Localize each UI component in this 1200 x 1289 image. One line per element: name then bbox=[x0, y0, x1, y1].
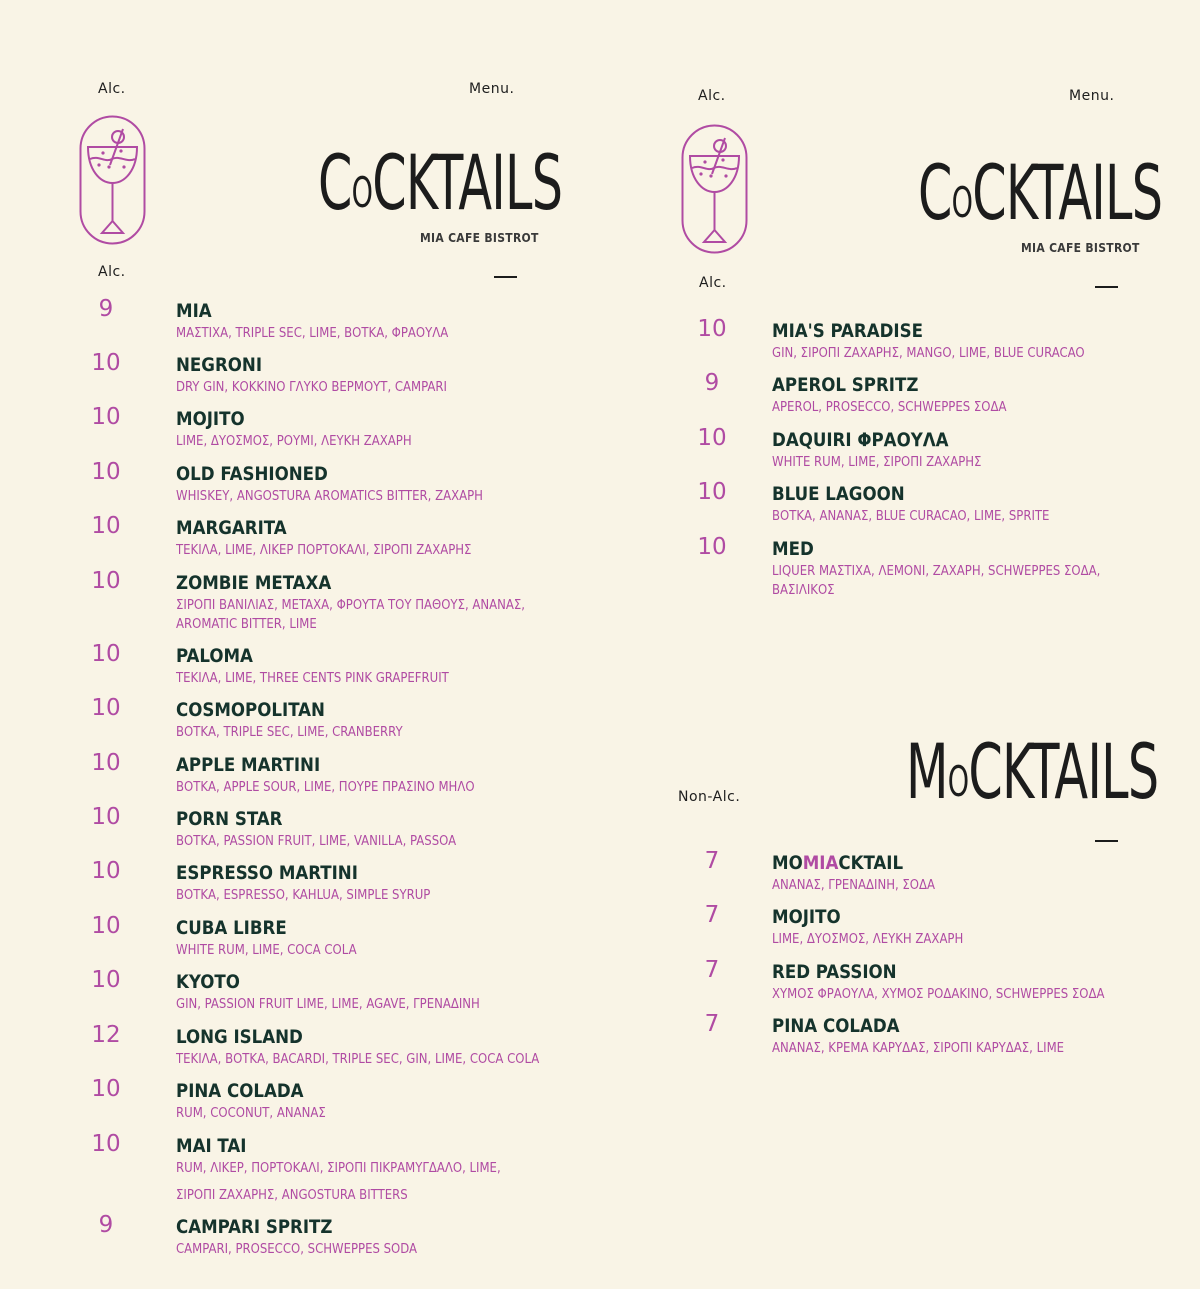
item-ingredients: ΤΕΚΙΛΑ, ΒΟΤΚΑ, BACARDI, TRIPLE SEC, GIN, LIME, COCA COLA bbox=[176, 1052, 540, 1067]
menu-label: Menu. bbox=[469, 81, 515, 97]
list-item bbox=[176, 355, 556, 397]
item-price: 10 bbox=[91, 459, 121, 485]
item-ingredients: ΜΑΣΤΙΧΑ, TRIPLE SEC, LIME, ΒΟΤΚΑ, ΦΡΑΟΥΛΑ bbox=[176, 326, 449, 341]
item-name: CUBA LIBRE bbox=[176, 918, 287, 939]
list-item bbox=[176, 755, 556, 797]
list-item bbox=[176, 301, 556, 343]
item-ingredients: LIQUER ΜΑΣΤΙΧΑ, ΛΕΜΟΝΙ, ΖΑΧΑΡΗ, SCHWEPPES ΣΟΔΑ, ΒΑΣΙΛΙΚΟΣ bbox=[772, 564, 1101, 598]
item-name: DAQUIRI ΦΡΑΟΥΛΑ bbox=[772, 430, 949, 451]
item-price: 7 bbox=[704, 957, 720, 983]
item-ingredients: CAMPARI, PROSECCO, SCHWEPPES SODA bbox=[176, 1242, 418, 1257]
item-price: 10 bbox=[91, 1131, 121, 1157]
item-price: 10 bbox=[697, 534, 727, 560]
item-name: ZOMBIE METAXA bbox=[176, 573, 332, 594]
list-item bbox=[176, 809, 556, 851]
item-name: PORN STAR bbox=[176, 809, 283, 830]
item-ingredients: GIN, PASSION FRUIT LIME, LIME, AGAVE, ΓΡΕΝΑΔΙΝΗ bbox=[176, 997, 480, 1012]
item-price: 10 bbox=[91, 913, 121, 939]
item-price: 10 bbox=[91, 858, 121, 884]
item-ingredients: ΣΙΡΟΠΙ ΒΑΝΙΛΙΑΣ, METAXA, ΦΡΟΥΤΑ ΤΟΥ ΠΑΘΟΥΣ, ΑΝΑΝΑΣ, AROMATIC BITTER, LIME bbox=[176, 598, 525, 632]
alc-label-right: Alc. bbox=[699, 275, 727, 291]
item-ingredients: WHITE RUM, LIME, COCA COLA bbox=[176, 943, 357, 958]
list-item bbox=[176, 1081, 556, 1123]
list-item bbox=[176, 863, 556, 905]
item-name: PALOMA bbox=[176, 646, 253, 667]
item-ingredients: LIME, ΔΥΟΣΜΟΣ, ΡΟΥΜΙ, ΛΕΥΚΗ ΖΑΧΑΡΗ bbox=[176, 434, 412, 449]
item-ingredients: LIME, ΔΥΟΣΜΟΣ, ΛΕΥΚΗ ΖΑΧΑΡΗ bbox=[772, 932, 964, 947]
item-ingredients: WHITE RUM, LIME, ΣΙΡΟΠΙ ΖΑΧΑΡΗΣ bbox=[772, 455, 982, 470]
list-item bbox=[176, 518, 556, 560]
item-name: MOJITO bbox=[772, 907, 841, 928]
cocktail-glass-icon bbox=[681, 124, 748, 254]
item-price: 7 bbox=[704, 902, 720, 928]
item-ingredients: ΒΟΤΚΑ, ΑΝΑΝΑΣ, BLUE CURACAO, LIME, SPRITE bbox=[772, 509, 1050, 524]
item-name-part: MO bbox=[772, 853, 803, 874]
item-name: MED bbox=[772, 539, 814, 560]
divider-dash bbox=[1095, 286, 1118, 288]
item-name: MIA bbox=[176, 301, 212, 322]
list-item bbox=[176, 972, 556, 1014]
subtitle: MIA CAFE BISTROT bbox=[420, 231, 539, 245]
non-alc-label: Non-Alc. bbox=[678, 789, 741, 805]
list-item bbox=[772, 907, 1152, 949]
item-ingredients: ΑΝΑΝΑΣ, ΚΡΕΜΑ ΚΑΡΥΔΑΣ, ΣΙΡΟΠΙ ΚΑΡΥΔΑΣ, LIME bbox=[772, 1041, 1065, 1056]
list-item bbox=[176, 464, 556, 506]
list-item bbox=[176, 646, 556, 688]
item-name: MOJITO bbox=[176, 409, 245, 430]
item-price: 10 bbox=[91, 1076, 121, 1102]
item-name-part: MIA bbox=[802, 853, 839, 874]
item-ingredients: ΒΟΤΚΑ, PASSION FRUIT, LIME, VANILLA, PASSOA bbox=[176, 834, 457, 849]
item-ingredients: ΧΥΜΟΣ ΦΡΑΟΥΛΑ, ΧΥΜΟΣ ΡΟΔΑΚΙΝΟ, SCHWEPPES ΣΟΔΑ bbox=[772, 987, 1105, 1002]
list-item bbox=[176, 700, 556, 742]
item-name: PINA COLADA bbox=[772, 1016, 900, 1037]
item-price: 9 bbox=[98, 296, 114, 322]
item-name: OLD FASHIONED bbox=[176, 464, 328, 485]
item-price: 10 bbox=[697, 425, 727, 451]
item-price: 10 bbox=[91, 350, 121, 376]
item-ingredients: ΒΟΤΚΑ, TRIPLE SEC, LIME, CRANBERRY bbox=[176, 725, 403, 740]
item-name: LONG ISLAND bbox=[176, 1027, 303, 1048]
item-price: 10 bbox=[91, 568, 121, 594]
item-name: KYOTO bbox=[176, 972, 240, 993]
item-price: 10 bbox=[91, 641, 121, 667]
item-name: APPLE MARTINI bbox=[176, 755, 321, 776]
alc-label: Alc. bbox=[98, 264, 126, 280]
divider-dash bbox=[1095, 840, 1118, 842]
list-item bbox=[772, 539, 1132, 600]
subtitle-right: MIA CAFE BISTROT bbox=[1021, 241, 1140, 255]
item-name: BLUE LAGOON bbox=[772, 484, 905, 505]
item-price: 10 bbox=[91, 967, 121, 993]
list-item bbox=[176, 1217, 556, 1259]
item-ingredients: ΤΕΚΙΛΑ, LIME, THREE CENTS PINK GRAPEFRUIT bbox=[176, 671, 449, 686]
list-item bbox=[176, 409, 556, 451]
list-item bbox=[176, 1027, 556, 1069]
item-name: COSMOPOLITAN bbox=[176, 700, 325, 721]
menu-label-right: Menu. bbox=[1069, 88, 1115, 104]
item-name: ESPRESSO MARTINI bbox=[176, 863, 358, 884]
item-ingredients: RUM, COCONUT, ΑΝΑΝΑΣ bbox=[176, 1106, 326, 1121]
mocktails-title: MOCKTAILS bbox=[906, 727, 1159, 816]
item-price: 12 bbox=[91, 1022, 121, 1048]
list-item bbox=[772, 484, 1132, 526]
item-ingredients: WHISKEY, ANGOSTURA AROMATICS BITTER, ΖΑΧΑΡΗ bbox=[176, 489, 483, 504]
item-price: 7 bbox=[704, 848, 720, 874]
list-item bbox=[772, 962, 1152, 1004]
item-price: 10 bbox=[91, 695, 121, 721]
item-price: 9 bbox=[704, 370, 720, 396]
item-price: 10 bbox=[91, 804, 121, 830]
list-item bbox=[176, 918, 556, 960]
item-price: 7 bbox=[704, 1011, 720, 1037]
item-price: 10 bbox=[697, 479, 727, 505]
item-ingredients: APEROL, PROSECCO, SCHWEPPES ΣΟΔΑ bbox=[772, 400, 1007, 415]
item-price: 10 bbox=[91, 513, 121, 539]
list-item bbox=[176, 1136, 556, 1209]
item-ingredients: ΒΟΤΚΑ, ESPRESSO, KAHLUA, SIMPLE SYRUP bbox=[176, 888, 431, 903]
item-price: 9 bbox=[98, 1212, 114, 1238]
list-item bbox=[772, 375, 1132, 417]
list-item bbox=[772, 1016, 1152, 1058]
item-ingredients: ΒΟΤΚΑ, APPLE SOUR, LIME, ΠΟΥΡΕ ΠΡΑΣΙΝΟ ΜΗΛΟ bbox=[176, 780, 475, 795]
cocktails-title: COCKTAILS bbox=[318, 138, 563, 227]
item-ingredients: ΑΝΑΝΑΣ, ΓΡΕΝΑΔΙΝΗ, ΣΟΔΑ bbox=[772, 878, 936, 893]
item-ingredients: ΤΕΚΙΛΑ, LIME, ΛΙΚΕΡ ΠΟΡΤΟΚΑΛΙ, ΣΙΡΟΠΙ ΖΑΧΑΡΗΣ bbox=[176, 543, 472, 558]
item-name: APEROL SPRITZ bbox=[772, 375, 919, 396]
item-name bbox=[772, 853, 1152, 874]
item-price: 10 bbox=[91, 404, 121, 430]
divider-dash bbox=[494, 276, 517, 278]
item-ingredients: RUM, ΛΙΚΕΡ, ΠΟΡΤΟΚΑΛΙ, ΣΙΡΟΠΙ ΠΙΚΡΑΜΥΓΔΑΛΟ, LIME, ΣΙΡΟΠΙ ΖΑΧΑΡΗΣ, ANGOSTURA BITTERS bbox=[176, 1161, 501, 1203]
item-name: CAMPARI SPRITZ bbox=[176, 1217, 333, 1238]
alc-label-top: Alc. bbox=[98, 81, 126, 97]
item-name-part: CKTAIL bbox=[838, 853, 904, 874]
item-price: 10 bbox=[697, 316, 727, 342]
item-name: RED PASSION bbox=[772, 962, 897, 983]
item-name: MARGARITA bbox=[176, 518, 287, 539]
item-name: NEGRONI bbox=[176, 355, 263, 376]
item-name: PINA COLADA bbox=[176, 1081, 304, 1102]
item-name: MAI TAI bbox=[176, 1136, 247, 1157]
list-item bbox=[176, 573, 556, 634]
item-name: MIA'S PARADISE bbox=[772, 321, 923, 342]
item-ingredients: DRY GIN, ΚΟΚΚΙΝΟ ΓΛΥΚΟ ΒΕΡΜΟΥΤ, CAMPARI bbox=[176, 380, 447, 395]
list-item bbox=[772, 853, 1152, 895]
item-price: 10 bbox=[91, 750, 121, 776]
alc-label-top-right: Alc. bbox=[698, 88, 726, 104]
list-item bbox=[772, 321, 1132, 363]
item-ingredients: GIN, ΣΙΡΟΠΙ ΖΑΧΑΡΗΣ, MANGO, LIME, BLUE CURACAO bbox=[772, 346, 1085, 361]
cocktails-title-right: COCKTAILS bbox=[918, 148, 1163, 237]
list-item bbox=[772, 430, 1132, 472]
cocktail-glass-icon bbox=[79, 115, 146, 245]
